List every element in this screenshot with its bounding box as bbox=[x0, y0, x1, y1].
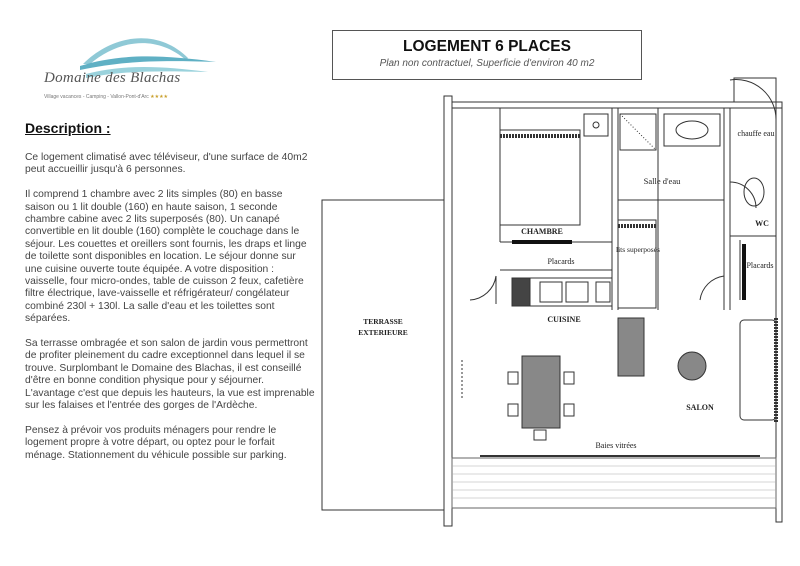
description-paragraph: Pensez à prévoir vos produits ménagers pour rendre le logement propre à votre départ, ou optez pour le forfait ménage. Stationnement du véhicule possible sur parking. bbox=[25, 424, 287, 461]
logo-tagline: Village vacances - Camping - Vallon-Pont-d'Arc ★★★★ bbox=[44, 94, 169, 100]
placards-chambre-label: Placards bbox=[547, 257, 575, 266]
lits-superposes-label: lits superposés bbox=[616, 245, 660, 254]
logo-brand-name: Domaine des Blachas bbox=[44, 70, 181, 86]
chauffe-eau-label: chauffe eau bbox=[737, 129, 775, 138]
cuisine-label: CUISINE bbox=[547, 315, 581, 324]
terrace-outline bbox=[322, 200, 444, 510]
description-paragraph: Ce logement climatisé avec téléviseur, d'une surface de 40m2 peut accueillir jusqu'à 6 personnes. bbox=[25, 152, 308, 176]
terrasse-label: TERRASSE EXTERIEURE bbox=[358, 317, 408, 337]
page-subtitle: Plan non contractuel, Superficie d'environ 40 m2 bbox=[379, 58, 595, 69]
description-paragraph: Sa terrasse ombragée et son salon de jardin vous permettront de profiter pleinement du cadre exceptionnel dans lequel il se trouve. Surplombant le Domaine des Blachas, il est conseillé d'être en bonne condition physique pour y séjourner. L'avantage c'est que depuis les hauteurs, la vue est imprenable sur les falaises et l'entrée des gorges de l'Ardèche. bbox=[25, 338, 315, 412]
wc-label: WC bbox=[755, 219, 769, 228]
chambre-label: CHAMBRE bbox=[521, 227, 563, 236]
salle-eau-label: Salle d'eau bbox=[643, 176, 681, 186]
salon-label: SALON bbox=[686, 403, 714, 412]
description-paragraph: Il comprend 1 chambre avec 2 lits simples (80) en basse saison ou 1 lit double (160) en haute saison, 1 seconde chambre cabine avec 2 lits superposés (80). Un canapé convertible en lit double (160) complète le couchage dans le séjour. Les couettes et oreillers sont fournis, les draps et linge de toilette sont disponibles en location. Le séjour donne sur une cuisine ouverte toute équipée. A votre disposition : vaisselle, four micro-ondes, table de cuisson 2 feux, cafetière filtre électrique, lave-vaisselle et réfrigérateur/ congélateur combiné 230l + 130l. La salle d'eau et les toilettes sont séparées. bbox=[25, 189, 307, 325]
description-heading: Description : bbox=[25, 120, 111, 136]
baies-vitrees-label: Baies vitrées bbox=[595, 441, 637, 450]
rating-stars: ★★★★ bbox=[150, 94, 169, 100]
placards-entree-label: Placards bbox=[746, 261, 774, 270]
page-title: LOGEMENT 6 PLACES bbox=[403, 38, 571, 55]
